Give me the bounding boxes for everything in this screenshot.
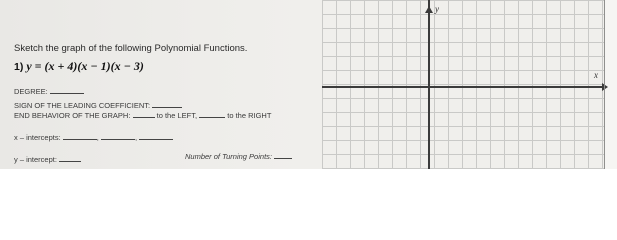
y-axis-label: y	[435, 4, 439, 14]
equation-text: y = (x + 4)(x − 1)(x − 3)	[26, 59, 144, 73]
comma-1: ,	[96, 133, 99, 142]
turning-points-label: Number of Turning Points:	[185, 152, 272, 161]
x-intercepts-label: x – intercepts:	[14, 133, 61, 142]
degree-label: DEGREE:	[14, 87, 48, 96]
y-axis-arrow-icon	[425, 6, 433, 13]
problem-number: 1)	[14, 61, 24, 73]
turning-points-blank[interactable]	[274, 151, 292, 159]
turning-points-row	[185, 151, 292, 161]
degree-blank[interactable]	[50, 86, 84, 94]
end-behavior-label: END BEHAVIOR OF THE GRAPH:	[14, 111, 131, 120]
degree-row	[14, 86, 84, 96]
x-axis-arrow-icon	[602, 83, 608, 91]
coordinate-grid	[322, 0, 604, 169]
comma-2: ,	[134, 133, 138, 142]
problem-equation	[14, 60, 144, 73]
end-behavior-right-blank[interactable]	[199, 110, 225, 118]
x-intercept-blank-2[interactable]	[101, 132, 138, 142]
sign-blank[interactable]	[152, 100, 182, 108]
y-axis	[428, 0, 430, 169]
x-axis-label: x	[594, 70, 598, 80]
end-behavior-left-blank[interactable]	[133, 110, 155, 118]
end-behavior-row	[14, 110, 271, 120]
sign-row	[14, 100, 182, 110]
to-the-left-label: to the LEFT,	[156, 111, 198, 120]
x-axis	[322, 86, 604, 88]
to-the-right-label: to the RIGHT	[227, 111, 272, 120]
sign-label: SIGN OF THE LEADING COEFFICIENT:	[14, 101, 151, 110]
instructions-text: Sketch the graph of the following Polynomial Functions.	[14, 43, 248, 54]
x-intercept-blank-1[interactable]	[63, 132, 97, 140]
y-intercept-label: y – intercept:	[14, 155, 57, 164]
x-intercepts-row	[14, 132, 173, 142]
grid-border	[604, 0, 605, 169]
x-intercept-blank-3[interactable]	[139, 132, 173, 140]
y-intercept-blank[interactable]	[59, 154, 81, 162]
y-intercept-row	[14, 154, 81, 164]
